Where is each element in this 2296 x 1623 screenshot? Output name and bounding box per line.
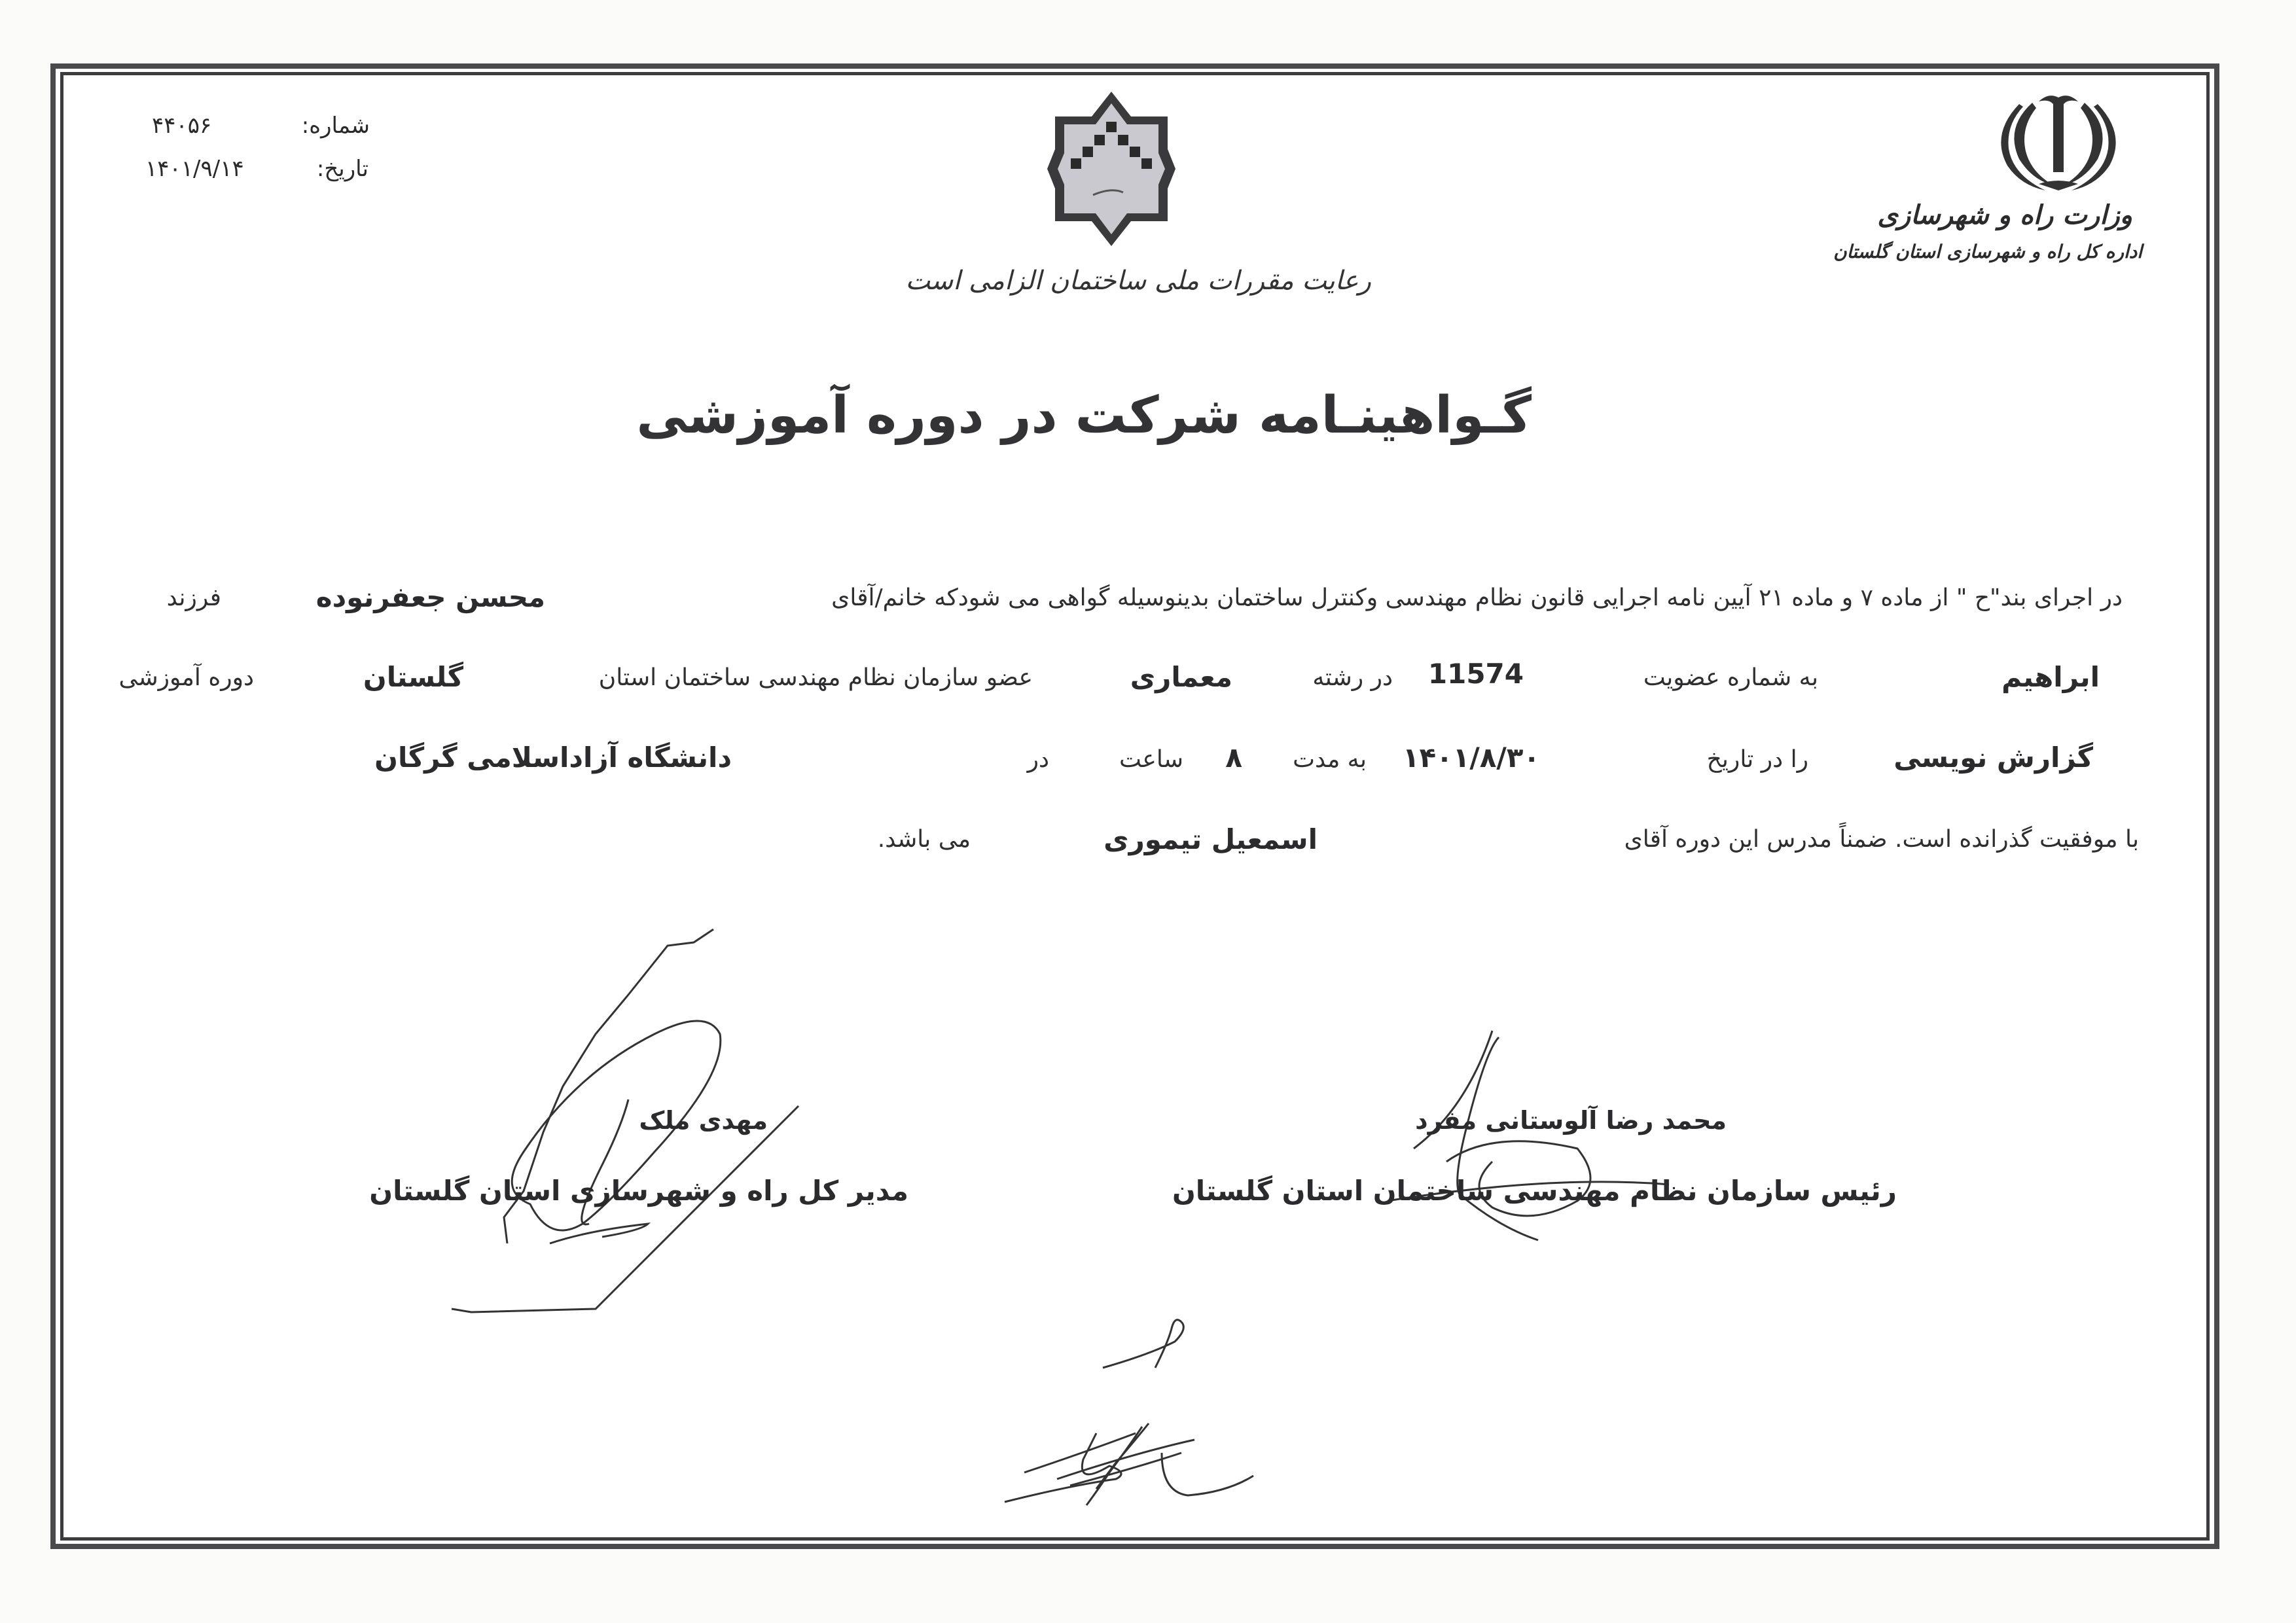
intro-text: در اجرای بند"ح " از ماده ۷ و ماده ۲۱ آیین نامه اجرایی قانون نظام مهندسی وکنترل ساختمان بدینوسیله گواهی می شودکه خانم/آقای xyxy=(831,584,2123,611)
engineering-organization-star-logo-icon xyxy=(1047,90,1175,247)
iran-national-emblem-icon xyxy=(1993,88,2124,193)
course-label: دوره آموزشی xyxy=(118,664,254,691)
ministry-department: اداره کل راه و شهرسازی استان گلستان xyxy=(1833,241,2142,262)
right-signatory-title: رئیس سازمان نظام مهندسی ساختمان استان گلستان xyxy=(1172,1175,1897,1207)
date-label: تاریخ: xyxy=(316,156,368,182)
in-label: در xyxy=(1027,746,1049,773)
course-date-label: را در تاریخ xyxy=(1706,746,1808,773)
number-label: شماره: xyxy=(301,113,370,139)
ministry-name: وزارت راه و شهرسازی xyxy=(1877,200,2132,230)
course-venue: دانشگاه آزاداسلامی گرگان xyxy=(374,741,732,774)
closing-text: می باشد. xyxy=(877,826,971,853)
left-signatory-title: مدیر کل راه و شهرسازی استان گلستان xyxy=(369,1175,908,1207)
father-name: ابراهیم xyxy=(2001,661,2100,693)
membership-number: 11574 xyxy=(1427,658,1524,690)
left-signatory-name: مهدی ملک xyxy=(639,1106,768,1135)
completion-text: با موفقیت گذرانده است. ضمناً مدرس این دوره آقای xyxy=(1624,826,2139,853)
field-label: در رشته xyxy=(1312,664,1393,691)
right-signatory-name: محمد رضا آلوستانی مفرد xyxy=(1415,1106,1727,1135)
duration-label: به مدت xyxy=(1293,746,1367,773)
certificate-title: گـواهینـامه شرکت در دوره آموزشی xyxy=(636,386,1532,445)
membership-label: به شماره عضویت xyxy=(1643,664,1818,691)
province-name: گلستان xyxy=(363,661,463,693)
number-value: ۴۴۰۵۶ xyxy=(152,113,212,139)
instructor-name: اسمعیل تیموری xyxy=(1103,823,1318,855)
course-date: ۱۴۰۱/۸/۳۰ xyxy=(1402,741,1540,774)
hours-label: ساعت xyxy=(1119,746,1183,773)
bottom-signature-icon xyxy=(978,1315,1293,1512)
right-signature-icon xyxy=(1388,1031,1754,1247)
date-value: ۱۴۰۱/۹/۱۴ xyxy=(145,156,244,182)
building-regulations-slogan: رعایت مقررات ملی ساختمان الزامی است xyxy=(905,266,1371,296)
child-of-label: فرزند xyxy=(166,584,221,611)
field-of-study: معماری xyxy=(1130,661,1232,693)
organization-label: عضو سازمان نظام مهندسی ساختمان استان xyxy=(598,664,1033,691)
participant-full-name: محسن جعفرنوده xyxy=(315,581,545,613)
course-name: گزارش نویسی xyxy=(1893,741,2093,774)
duration-hours: ۸ xyxy=(1225,741,1242,774)
